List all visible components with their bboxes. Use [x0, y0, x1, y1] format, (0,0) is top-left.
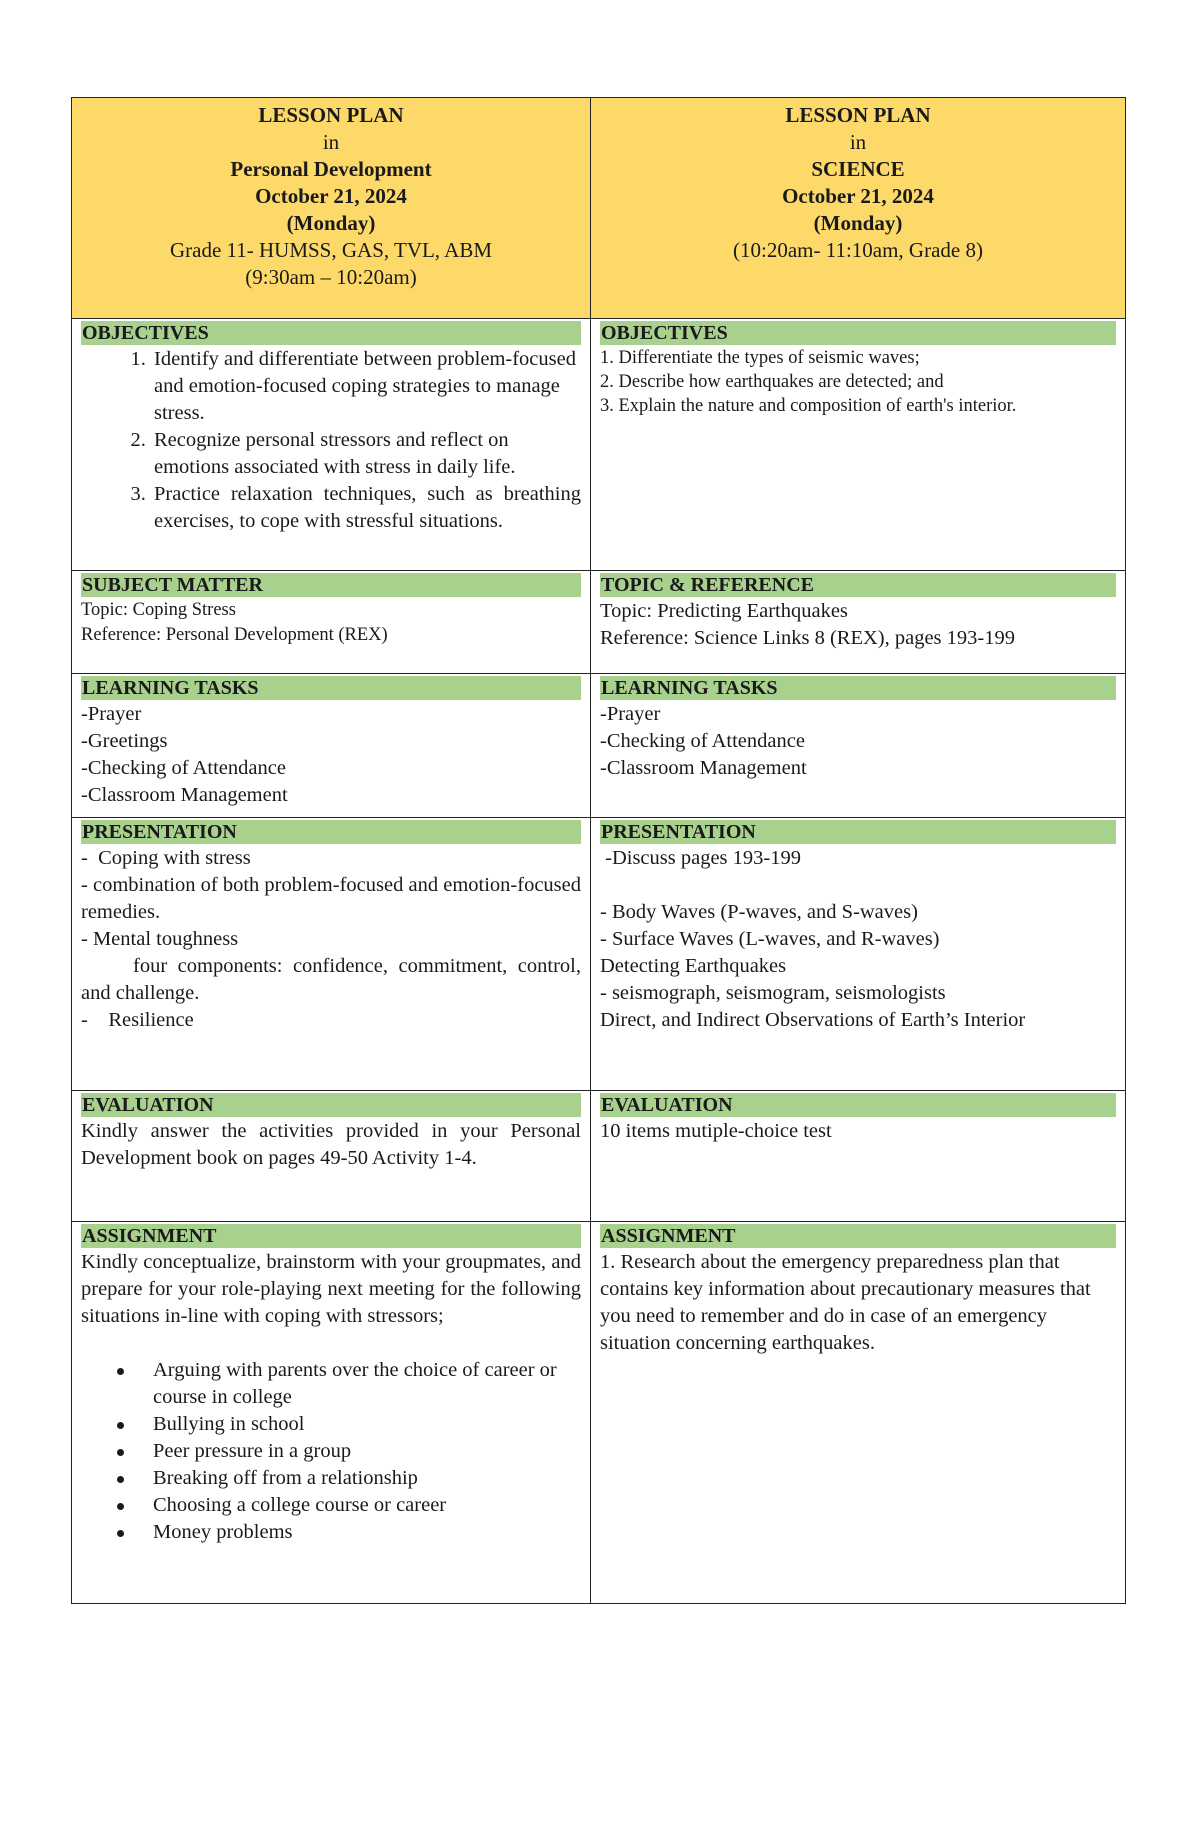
learning-tasks-row: [72, 674, 1126, 818]
presentation-row: [72, 818, 1126, 1091]
list-item: -Classroom Management: [600, 757, 807, 779]
spacer: [81, 1330, 581, 1357]
list-item: 3. Explain the nature and composition of earth's interior.: [600, 396, 1017, 416]
subject-matter-row: [72, 571, 1126, 674]
right-topic-reference: [591, 571, 1126, 674]
left-header-in: in: [322, 130, 340, 154]
right-learning-tasks: [591, 674, 1126, 818]
evaluation-text: Kindly answer the activities provided in your Personal Development book on pages 49-50 Activity 1-4.: [81, 1120, 581, 1169]
bullet-text: Choosing a college course or career: [153, 1494, 447, 1516]
assignment-bullets: [81, 1357, 581, 1546]
bullet-text: Peer pressure in a group: [153, 1440, 352, 1462]
right-header-time: (10:20am- 11:10am, Grade 8): [733, 238, 983, 262]
header-row: [72, 98, 1126, 319]
left-header-subject: Personal Development: [230, 157, 432, 181]
section-label: TOPIC & REFERENCE: [600, 573, 1116, 597]
section-label: OBJECTIVES: [600, 321, 1116, 345]
left-assignment: [72, 1222, 591, 1604]
list-item: -Prayer: [600, 703, 661, 725]
reference-text: Reference: Science Links 8 (REX), pages 193-199: [600, 627, 1015, 649]
section-label: PRESENTATION: [81, 820, 581, 844]
list-item: -Classroom Management: [81, 784, 288, 806]
presentation-line: - seismograph, seismogram, seismologists: [600, 982, 946, 1004]
section-label: LEARNING TASKS: [600, 676, 1116, 700]
left-subject-matter: [72, 571, 591, 674]
assignment-row: [72, 1222, 1126, 1604]
left-header-title: LESSON PLAN: [258, 103, 404, 127]
objectives-list: [600, 346, 1116, 418]
list-item: [151, 1492, 581, 1519]
list-item: -Checking of Attendance: [81, 757, 286, 779]
bullet-icon: [117, 1449, 124, 1456]
objectives-list: [81, 346, 581, 535]
bullet-text: Money problems: [153, 1521, 293, 1543]
section-label: EVALUATION: [81, 1093, 581, 1117]
bullet-icon: [117, 1422, 124, 1429]
left-header-grade: Grade 11- HUMSS, GAS, TVL, ABM: [169, 238, 492, 262]
list-item: 1. Identify and differentiate between problem-focused and emotion-focused coping strategies to manage stress.: [151, 346, 581, 427]
spacer: [600, 872, 1116, 899]
assignment-text: 1. Research about the emergency preparedness plan that contains key information about precautionary measures that you need to remember and do in case of an emergency situation concerning earthquakes.: [600, 1251, 1091, 1354]
left-objectives: [72, 319, 591, 571]
left-evaluation: [72, 1091, 591, 1222]
section-label: ASSIGNMENT: [600, 1224, 1116, 1248]
list-item: [151, 1465, 581, 1492]
right-header-date: October 21, 2024: [782, 184, 934, 208]
presentation-line: - combination of both problem-focused and emotion-focused remedies.: [81, 874, 581, 923]
left-header: [72, 98, 591, 319]
presentation-line: - Mental toughness: [81, 928, 239, 950]
reference-text: Reference: Personal Development (REX): [81, 625, 388, 645]
presentation-line: -Discuss pages 193-199: [600, 847, 801, 869]
bullet-text: Breaking off from a relationship: [153, 1467, 418, 1489]
section-label: LEARNING TASKS: [81, 676, 581, 700]
list-item: [151, 1357, 581, 1411]
list-item: -Checking of Attendance: [600, 730, 805, 752]
evaluation-text: 10 items mutiple-choice test: [600, 1120, 832, 1142]
list-item: [151, 1438, 581, 1465]
list-item: [151, 1411, 581, 1438]
list-item: 2. Recognize personal stressors and reflect on emotions associated with stress in daily life.: [151, 427, 581, 481]
evaluation-row: [72, 1091, 1126, 1222]
topic-text: Topic: Coping Stress: [81, 600, 236, 620]
section-label: PRESENTATION: [600, 820, 1116, 844]
section-label: ASSIGNMENT: [81, 1224, 581, 1248]
presentation-line: - Body Waves (P-waves, and S-waves): [600, 901, 918, 923]
bullet-text: Bullying in school: [153, 1413, 305, 1435]
list-item: 1. Differentiate the types of seismic waves;: [600, 348, 920, 368]
topic-text: Topic: Predicting Earthquakes: [600, 600, 848, 622]
right-evaluation: [591, 1091, 1126, 1222]
objectives-row: [72, 319, 1126, 571]
bullet-icon: [117, 1530, 124, 1537]
bullet-text: Arguing with parents over the choice of career or course in college: [153, 1359, 557, 1408]
right-header-title: LESSON PLAN: [785, 103, 931, 127]
right-presentation: [591, 818, 1126, 1091]
left-header-date: October 21, 2024: [255, 184, 407, 208]
left-header-time: (9:30am – 10:20am): [245, 265, 417, 289]
list-item: 3. Practice relaxation techniques, such as breathing exercises, to cope with stressful situations.: [151, 481, 581, 535]
section-label: SUBJECT MATTER: [81, 573, 581, 597]
presentation-line: Direct, and Indirect Observations of Earth’s Interior: [600, 1009, 1026, 1031]
bullet-icon: [117, 1476, 124, 1483]
right-header: [591, 98, 1126, 319]
list-item: -Greetings: [81, 730, 168, 752]
presentation-line: - Surface Waves (L-waves, and R-waves): [600, 928, 940, 950]
presentation-line: - Resilience: [81, 1009, 194, 1031]
bullet-icon: [117, 1368, 124, 1375]
assignment-text: Kindly conceptualize, brainstorm with your groupmates, and prepare for your role-playing next meeting for the following situations in-line with coping with stressors;: [81, 1251, 581, 1327]
right-header-in: in: [849, 130, 867, 154]
right-assignment: [591, 1222, 1126, 1604]
left-learning-tasks: [72, 674, 591, 818]
section-label: OBJECTIVES: [81, 321, 581, 345]
right-objectives: [591, 319, 1126, 571]
left-presentation: [72, 818, 591, 1091]
list-item: 2. Describe how earthquakes are detected; and: [600, 372, 944, 392]
presentation-line: four components: confidence, commitment, control, and challenge.: [81, 955, 581, 1004]
right-header-subject: SCIENCE: [811, 157, 905, 181]
presentation-line: Detecting Earthquakes: [600, 955, 787, 977]
list-item: -Prayer: [81, 703, 142, 725]
left-header-day: (Monday): [286, 211, 376, 235]
list-item: [151, 1519, 581, 1546]
lesson-plan-table: [71, 97, 1126, 1604]
right-header-day: (Monday): [813, 211, 903, 235]
section-label: EVALUATION: [600, 1093, 1116, 1117]
presentation-line: - Coping with stress: [81, 847, 251, 869]
bullet-icon: [117, 1503, 124, 1510]
